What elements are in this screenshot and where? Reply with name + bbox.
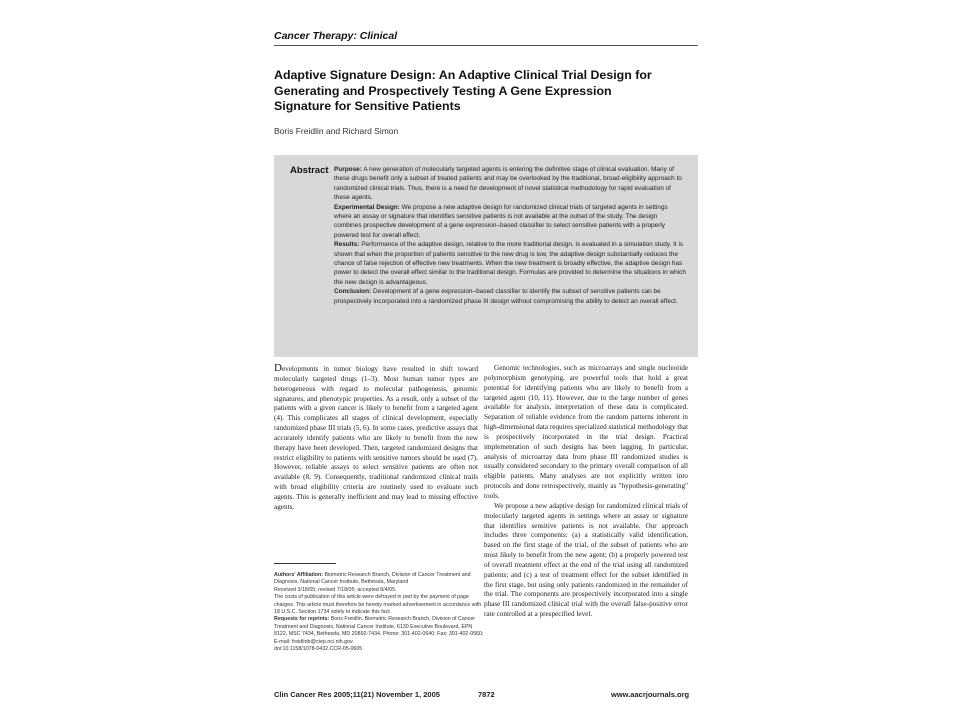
body-column-left xyxy=(274,364,478,513)
abstract-purpose xyxy=(334,165,686,203)
footnote-reprints-head: Requests for reprints: xyxy=(274,616,330,623)
footnote-affiliation xyxy=(274,572,484,587)
article-authors: Boris Freidlin and Richard Simon xyxy=(274,126,399,136)
footnote-rule xyxy=(274,563,336,564)
footer-page-number: 7872 xyxy=(478,690,495,699)
abstract-conclusion-text: Development of a gene expression–based classifier to identify the subset of sensitive patients can be prospectively incorporated into a randomized phase III design without compromising the ability to detect an overall effect. xyxy=(334,288,678,305)
abstract-conclusion-head: Conclusion: xyxy=(334,288,372,296)
abstract-conclusion xyxy=(334,287,686,306)
footnotes xyxy=(274,572,484,653)
abstract-body xyxy=(334,165,686,306)
abstract-results-text: Performance of the adaptive design, relative to the more traditional design, is evaluated in a simulation study. It is shown that when the proportion of patients sensitive to the new drug is low, the adaptive design substantially reduces the chance of false rejection of effective new treatments. When the new treatment is broadly effective, the adaptive design has power to detect the overall effect similar to the traditional design. Formulas are provided to determine the situations in which the new design is advantageous. xyxy=(334,241,686,286)
section-label: Cancer Therapy: Clinical xyxy=(274,30,398,42)
abstract-design-text: We propose a new adaptive design for randomized clinical trials of targeted agents in settings where an assay or signature that identifies sensitive patients is not available at the outset of the study. The design combines prospective development of a gene expression–based classifier to select sensitive patients with a properly powered test for overall effect. xyxy=(334,203,668,239)
footnote-affiliation-head: Authors' Affiliation: xyxy=(274,572,324,578)
body-column-right xyxy=(484,364,688,620)
footer-url[interactable]: www.aacrjournals.org xyxy=(611,690,690,699)
abstract-label: Abstract xyxy=(290,165,329,176)
footnote-doi: doi:10.1158/1078-0432.CCR-05-0605 xyxy=(274,646,363,653)
footnote-reprints-text: Boris Freidlin, Biometric Research Branch, Division of Cancer Treatment and Diagnosis, National Cancer Institute, 6130 Executive Boulevard, EPN 8122, MSC 7434, Bethesda, MD 20892-7434. Phone: 301-402-0640; Fax: 301-402-0560; E-mail: freidlinb@ctep.nci.nih.gov. xyxy=(274,616,484,645)
abstract-results-head: Results: xyxy=(334,241,360,249)
abstract-box xyxy=(274,155,698,357)
body-paragraph: We propose a new adaptive design for randomized clinical trials of molecularly targeted agents in settings where an assay or signature that identifies sensitive patients is not available. Our approach includes three components: (a) a statistically valid identification, based on the first stage of the trial, of the subset of patients who are most likely to benefit from the new agent; (b) a properly powered test of overall treatment effect at the end of the trial using all randomized patients; and (c) a test of treatment effect for the subset identified in the first stage, but using only patients randomized in the remainder of the trial. The components are prospectively incorporated into a single phase III randomized clinical trial with the overall false-positive error rate controlled at a prespecified level. xyxy=(484,501,688,619)
header-rule xyxy=(274,45,698,46)
footnote-affiliation-text: Biometric Research Branch, Division of Cancer Treatment and Diagnosis, National Cancer Institute, Bethesda, Maryland xyxy=(274,572,471,586)
abstract-design xyxy=(334,203,686,241)
footnote-costs: The costs of publication of this article were defrayed in part by the payment of page charges. This article must therefore be hereby marked advertisement in accordance with 18 U.S.C. Section 1734 solely to indicate this fact. xyxy=(274,594,482,616)
body-paragraph: Developments in tumor biology have resulted in shift toward molecularly targeted drugs (1–3). Most human tumor types are heterogeneous with regard to molecular pathogenesis, genomic signatures, and phenotypic properties. As a result, only a subset of the patients with a given cancer is likely to benefit from a targeted agent (4). This complicates all stages of clinical development, especially randomized phase III trials (5, 6). In some cases, predictive assays that accurately identify patients who are likely to benefit from the new therapy have been developed. Then, targeted randomized designs that restrict eligibility to patients with sensitive tumors should be used (7). However, reliable assays to select sensitive patients are often not available (8, 9). Consequently, traditional randomized clinical trails with broad eligibility criteria are routinely used to evaluate such agents. This is generally inefficient and may lead to missing effective agents. xyxy=(274,362,478,511)
article-title: Adaptive Signature Design: An Adaptive Clinical Trial Design for Generating and Prospectively Testing A Gene Expression Signature for Sensitive Patients xyxy=(274,68,652,113)
abstract-results xyxy=(334,240,686,287)
footer-citation: Clin Cancer Res 2005;11(21) November 1, 2005 xyxy=(274,690,440,699)
footnote-reprints xyxy=(274,616,484,646)
body-paragraph: Genomic technologies, such as microarrays and single nucleotide polymorphism genotyping, are powerful tools that hold a great potential for identifying patients who are likely to benefit from a targeted agent (10, 11). However, due to the large number of genes available for analysis, interpretation of these data is complicated. Separation of reliable evidence from the random patterns inherent in high-dimensional data requires specialized statistical methodology that is prospectively incorporated in the trial design. Practical implementation of such designs has been lagging. In particular, analysis of microarray data from phase III randomized studies is usually considered secondary to the primary overall comparison of all eligible patients. Many analyses are not explicitly written into protocols and done retrospectively, mainly as "hypothesis-generating" tools. xyxy=(484,364,688,500)
footnote-received: Received 3/18/05; revised 7/18/05; accepted 8/4/05. xyxy=(274,586,397,593)
abstract-design-head: Experimental Design: xyxy=(334,203,400,211)
abstract-purpose-text: A new generation of molecularly targeted agents is entering the definitive stage of clinical evaluation. Many of these drugs benefit only a subset of treated patients and may be overlooked by the traditional, broad-eligibility approach to randomized clinical trials. Thus, there is a need for development of novel statistical methodology for rapid evaluation of these agents. xyxy=(334,166,682,202)
abstract-purpose-head: Purpose: xyxy=(334,166,362,173)
